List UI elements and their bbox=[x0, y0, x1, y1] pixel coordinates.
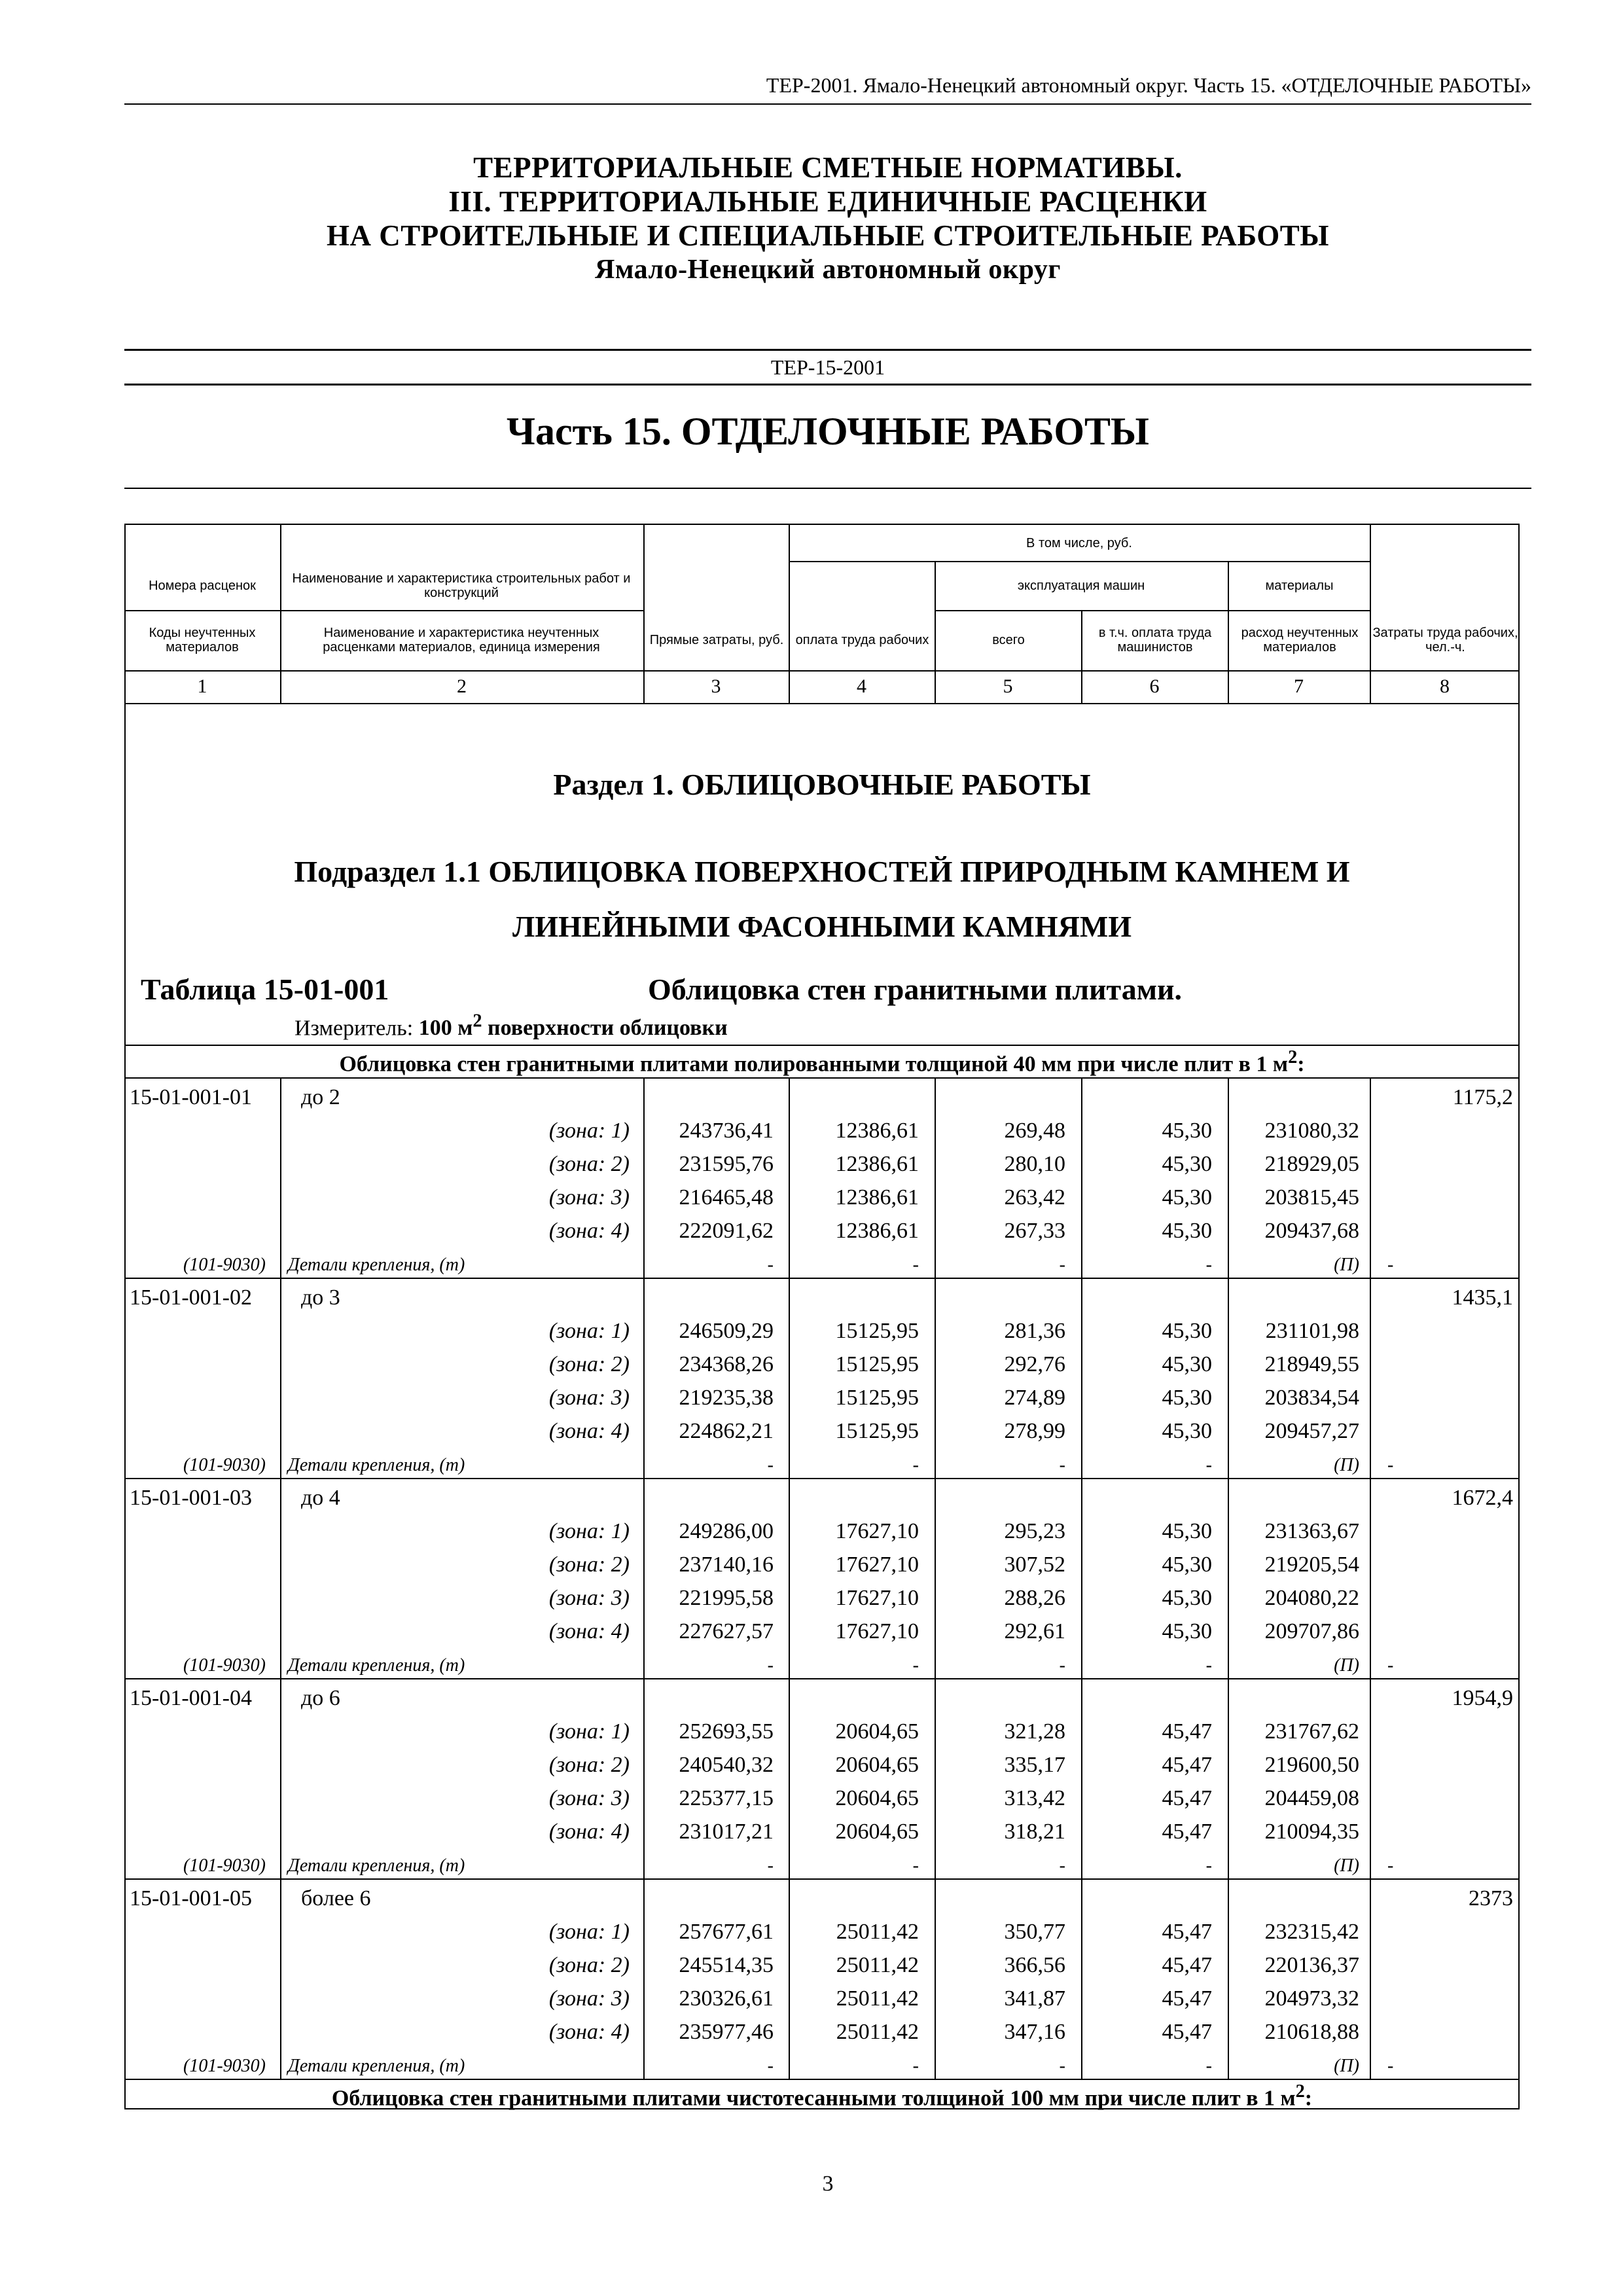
rate-head-row bbox=[124, 1482, 1520, 1515]
direct-cost: 231017,21 bbox=[679, 1820, 774, 1844]
title-line-3: НА СТРОИТЕЛЬНЫЕ И СПЕЦИАЛЬНЫЕ СТРОИТЕЛЬНЫЕ РАБОТЫ bbox=[327, 219, 1329, 252]
zone-row bbox=[124, 1115, 1520, 1148]
wage-cost: 12386,61 bbox=[835, 1119, 919, 1143]
machine-cost: 307,52 bbox=[1004, 1552, 1065, 1577]
header-col1-bottom: Коды неучтенных материалов bbox=[149, 626, 256, 655]
group-title-2-sup: 2 bbox=[1295, 2081, 1305, 2102]
machinist-wage: 45,47 bbox=[1162, 1753, 1212, 1777]
machine-cost: 295,23 bbox=[1004, 1519, 1065, 1543]
material-cost: 209707,86 bbox=[1264, 1619, 1359, 1643]
zone-row bbox=[124, 1615, 1520, 1649]
material-dash-8: - bbox=[1387, 1255, 1394, 1275]
material-dash-6: - bbox=[1205, 2056, 1212, 2076]
material-cost: 219600,50 bbox=[1264, 1753, 1359, 1777]
zone-label: (зона: 3) bbox=[548, 1386, 630, 1410]
group-title-1 bbox=[124, 1047, 1520, 1077]
col-number-8: 8 bbox=[1440, 675, 1450, 697]
machinist-wage: 45,30 bbox=[1162, 1619, 1212, 1643]
wage-cost: 15125,95 bbox=[835, 1352, 919, 1376]
material-dash-5: - bbox=[1059, 1255, 1065, 1275]
measure-tail: поверхности облицовки bbox=[482, 1016, 728, 1041]
material-dash-4: - bbox=[912, 1455, 919, 1475]
material-row bbox=[124, 1248, 1520, 1282]
header-col4: оплата труда рабочих bbox=[795, 633, 929, 647]
direct-cost: 257677,61 bbox=[679, 1920, 774, 1944]
wage-cost: 25011,42 bbox=[836, 1953, 919, 1977]
zone-row bbox=[124, 1949, 1520, 1982]
direct-cost: 246509,29 bbox=[679, 1319, 774, 1343]
col-number-2: 2 bbox=[457, 675, 467, 697]
col-number-5: 5 bbox=[1003, 675, 1013, 697]
material-name: Детали крепления, (т) bbox=[288, 1856, 465, 1876]
material-unit-mark: (П) bbox=[1334, 1856, 1359, 1876]
material-dash-5: - bbox=[1059, 1655, 1065, 1676]
group-title-2-text: Облицовка стен гранитными плитами чистотесанными толщиной 100 мм при числе плит в 1 м bbox=[331, 2086, 1296, 2111]
rate-head-row bbox=[124, 1081, 1520, 1115]
material-cost: 231101,98 bbox=[1265, 1319, 1359, 1343]
col-number-1: 1 bbox=[197, 675, 207, 697]
header-col3: Прямые затраты, руб. bbox=[649, 633, 784, 647]
zone-label: (зона: 2) bbox=[548, 1953, 630, 1977]
labor-cost: 2373 bbox=[1469, 1886, 1513, 1910]
header-col2-bottom: Наименование и характеристика неучтенных расценками материалов, единица измерения bbox=[323, 626, 600, 655]
zone-row bbox=[124, 1148, 1520, 1181]
material-code: (101-9030) bbox=[183, 1455, 266, 1475]
rate-head-row bbox=[124, 1682, 1520, 1715]
material-cost: 231767,62 bbox=[1264, 1719, 1359, 1744]
material-name: Детали крепления, (т) bbox=[288, 1455, 465, 1475]
machinist-wage: 45,30 bbox=[1162, 1319, 1212, 1343]
zone-label: (зона: 4) bbox=[548, 1820, 630, 1844]
subsection-title-line-2: ЛИНЕЙНЫМИ ФАСОННЫМИ КАМНЯМИ bbox=[512, 910, 1132, 943]
machinist-wage: 45,30 bbox=[1162, 1419, 1212, 1443]
machine-cost: 269,48 bbox=[1004, 1119, 1065, 1143]
machinist-wage: 45,47 bbox=[1162, 1719, 1212, 1744]
machine-cost: 292,76 bbox=[1004, 1352, 1065, 1376]
material-row bbox=[124, 1849, 1520, 1882]
table-code: Таблица 15-01-001 bbox=[141, 973, 389, 1006]
title-line-2: III. ТЕРРИТОРИАЛЬНЫЕ ЕДИНИЧНЫЕ РАСЦЕНКИ bbox=[448, 185, 1207, 218]
zone-row bbox=[124, 1549, 1520, 1582]
rate-code: 15-01-001-03 bbox=[130, 1486, 252, 1510]
wage-cost: 12386,61 bbox=[835, 1152, 919, 1176]
zone-row bbox=[124, 1415, 1520, 1448]
part-rule bbox=[124, 488, 1531, 489]
zone-label: (зона: 2) bbox=[548, 1352, 630, 1376]
group-title-2-tail: : bbox=[1304, 2086, 1313, 2111]
zone-label: (зона: 2) bbox=[548, 1552, 630, 1577]
material-dash-5: - bbox=[1059, 1455, 1065, 1475]
zone-label: (зона: 1) bbox=[548, 1719, 630, 1744]
material-row bbox=[124, 1448, 1520, 1482]
page-number: 3 bbox=[822, 2172, 834, 2196]
zone-row bbox=[124, 2016, 1520, 2049]
machine-cost: 278,99 bbox=[1004, 1419, 1065, 1443]
machine-cost: 321,28 bbox=[1004, 1719, 1065, 1744]
direct-cost: 237140,16 bbox=[679, 1552, 774, 1577]
zone-label: (зона: 4) bbox=[548, 2020, 630, 2044]
col-number-7: 7 bbox=[1294, 675, 1304, 697]
material-dash-3: - bbox=[767, 1455, 774, 1475]
zone-row bbox=[124, 1816, 1520, 1849]
zone-label: (зона: 3) bbox=[548, 1786, 630, 1810]
material-cost: 204080,22 bbox=[1264, 1586, 1359, 1610]
material-cost: 209457,27 bbox=[1264, 1419, 1359, 1443]
labor-cost: 1435,1 bbox=[1452, 1285, 1513, 1310]
zone-label: (зона: 1) bbox=[548, 1519, 630, 1543]
zone-label: (зона: 2) bbox=[548, 1152, 630, 1176]
zone-row bbox=[124, 1181, 1520, 1215]
material-cost: 231080,32 bbox=[1264, 1119, 1359, 1143]
material-cost: 231363,67 bbox=[1264, 1519, 1359, 1543]
material-dash-6: - bbox=[1205, 1856, 1212, 1876]
wage-cost: 15125,95 bbox=[835, 1319, 919, 1343]
header-col6: в т.ч. оплата труда машинистов bbox=[1098, 626, 1212, 655]
header-col5: всего bbox=[992, 633, 1025, 647]
col-number-4: 4 bbox=[857, 675, 866, 697]
rate-name: до 6 bbox=[301, 1686, 340, 1710]
wage-cost: 20604,65 bbox=[835, 1719, 919, 1744]
material-dash-6: - bbox=[1205, 1455, 1212, 1475]
direct-cost: 240540,32 bbox=[679, 1753, 774, 1777]
wage-cost: 17627,10 bbox=[835, 1586, 919, 1610]
direct-cost: 219235,38 bbox=[679, 1386, 774, 1410]
wage-cost: 15125,95 bbox=[835, 1386, 919, 1410]
rate-name: до 4 bbox=[301, 1486, 340, 1510]
material-code: (101-9030) bbox=[183, 2056, 266, 2076]
material-cost: 218929,05 bbox=[1264, 1152, 1359, 1176]
wage-cost: 15125,95 bbox=[835, 1419, 919, 1443]
direct-cost: 227627,57 bbox=[679, 1619, 774, 1643]
machine-cost: 263,42 bbox=[1004, 1185, 1065, 1210]
rate-head-row bbox=[124, 1882, 1520, 1916]
wage-cost: 17627,10 bbox=[835, 1552, 919, 1577]
measure-value: 100 м bbox=[418, 1016, 473, 1041]
direct-cost: 230326,61 bbox=[679, 1986, 774, 2011]
machine-cost: 267,33 bbox=[1004, 1219, 1065, 1243]
direct-cost: 243736,41 bbox=[679, 1119, 774, 1143]
title-region: Ямало-Ненецкий автономный округ bbox=[594, 255, 1061, 285]
machine-cost: 280,10 bbox=[1004, 1152, 1065, 1176]
material-unit-mark: (П) bbox=[1334, 1655, 1359, 1676]
material-dash-3: - bbox=[767, 2056, 774, 2076]
wage-cost: 20604,65 bbox=[835, 1820, 919, 1844]
group-title-2 bbox=[124, 2081, 1520, 2111]
machine-cost: 318,21 bbox=[1004, 1820, 1065, 1844]
zone-row bbox=[124, 1315, 1520, 1348]
material-cost: 203815,45 bbox=[1264, 1185, 1359, 1210]
material-code: (101-9030) bbox=[183, 1856, 266, 1876]
material-cost: 232315,42 bbox=[1264, 1920, 1359, 1944]
labor-cost: 1175,2 bbox=[1452, 1085, 1513, 1109]
rate-name: более 6 bbox=[301, 1886, 371, 1910]
machine-cost: 366,56 bbox=[1004, 1953, 1065, 1977]
machine-cost: 313,42 bbox=[1004, 1786, 1065, 1810]
machinist-wage: 45,30 bbox=[1162, 1586, 1212, 1610]
material-row bbox=[124, 1649, 1520, 1682]
header-rule bbox=[124, 103, 1531, 105]
direct-cost: 222091,62 bbox=[679, 1219, 774, 1243]
zone-label: (зона: 1) bbox=[548, 1920, 630, 1944]
machine-cost: 274,89 bbox=[1004, 1386, 1065, 1410]
machine-cost: 288,26 bbox=[1004, 1586, 1065, 1610]
zone-label: (зона: 1) bbox=[548, 1319, 630, 1343]
machinist-wage: 45,47 bbox=[1162, 1920, 1212, 1944]
col-number-6: 6 bbox=[1149, 675, 1160, 697]
material-dash-4: - bbox=[912, 1856, 919, 1876]
labor-cost: 1954,9 bbox=[1452, 1686, 1513, 1710]
zone-row bbox=[124, 1382, 1520, 1415]
rate-code: 15-01-001-01 bbox=[130, 1085, 252, 1109]
material-cost: 204459,08 bbox=[1264, 1786, 1359, 1810]
col-number-3: 3 bbox=[711, 675, 721, 697]
group-title-1-tail: : bbox=[1297, 1052, 1305, 1077]
group-title-1-sup: 2 bbox=[1288, 1047, 1298, 1067]
material-name: Детали крепления, (т) bbox=[288, 1255, 465, 1275]
table-name: Облицовка стен гранитными плитами. bbox=[648, 973, 1183, 1006]
machinist-wage: 45,30 bbox=[1162, 1519, 1212, 1543]
material-cost: 210618,88 bbox=[1264, 2020, 1359, 2044]
material-dash-4: - bbox=[912, 1655, 919, 1676]
direct-cost: 249286,00 bbox=[679, 1519, 774, 1543]
group-title-1-text: Облицовка стен гранитными плитами полированными толщиной 40 мм при числе плит в 1 м bbox=[339, 1052, 1289, 1077]
title-line-1: ТЕРРИТОРИАЛЬНЫЕ СМЕТНЫЕ НОРМАТИВЫ. bbox=[473, 151, 1183, 184]
material-unit-mark: (П) bbox=[1334, 1455, 1359, 1475]
direct-cost: 231595,76 bbox=[679, 1152, 774, 1176]
machine-cost: 335,17 bbox=[1004, 1753, 1065, 1777]
material-row bbox=[124, 2049, 1520, 2083]
material-dash-5: - bbox=[1059, 1856, 1065, 1876]
material-dash-3: - bbox=[767, 1856, 774, 1876]
direct-cost: 225377,15 bbox=[679, 1786, 774, 1810]
material-code: (101-9030) bbox=[183, 1255, 266, 1275]
direct-cost: 252693,55 bbox=[679, 1719, 774, 1744]
zone-row bbox=[124, 1215, 1520, 1248]
zone-row bbox=[124, 1582, 1520, 1615]
wage-cost: 12386,61 bbox=[835, 1219, 919, 1243]
wage-cost: 20604,65 bbox=[835, 1786, 919, 1810]
header-col2-top: Наименование и характеристика строительных работ и конструкций bbox=[292, 571, 631, 600]
material-cost: 220136,37 bbox=[1264, 1953, 1359, 1977]
zone-label: (зона: 3) bbox=[548, 1185, 630, 1210]
zone-row bbox=[124, 1749, 1520, 1782]
direct-cost: 245514,35 bbox=[679, 1953, 774, 1977]
machinist-wage: 45,47 bbox=[1162, 1820, 1212, 1844]
machinist-wage: 45,30 bbox=[1162, 1386, 1212, 1410]
material-cost: 218949,55 bbox=[1264, 1352, 1359, 1376]
rate-code: 15-01-001-02 bbox=[130, 1285, 252, 1310]
material-dash-6: - bbox=[1205, 1655, 1212, 1676]
wage-cost: 17627,10 bbox=[835, 1519, 919, 1543]
measure-superscript: 2 bbox=[473, 1011, 482, 1031]
material-cost: 209437,68 bbox=[1264, 1219, 1359, 1243]
measure-unit bbox=[294, 1011, 728, 1041]
material-dash-8: - bbox=[1387, 1455, 1394, 1475]
direct-cost: 221995,58 bbox=[679, 1586, 774, 1610]
zone-label: (зона: 1) bbox=[548, 1119, 630, 1143]
direct-cost: 224862,21 bbox=[679, 1419, 774, 1443]
measure-label: Измеритель: bbox=[294, 1016, 414, 1041]
rate-code: 15-01-001-04 bbox=[130, 1686, 252, 1710]
header-rule-incl bbox=[789, 561, 1370, 562]
zone-row bbox=[124, 1348, 1520, 1382]
material-dash-8: - bbox=[1387, 1856, 1394, 1876]
material-cost: 219205,54 bbox=[1264, 1552, 1359, 1577]
header-machines: эксплуатация машин bbox=[1017, 579, 1145, 593]
material-unit-mark: (П) bbox=[1334, 2056, 1359, 2076]
zone-row bbox=[124, 1982, 1520, 2016]
machine-cost: 347,16 bbox=[1004, 2020, 1065, 2044]
header-materials: материалы bbox=[1265, 579, 1334, 593]
material-cost: 210094,35 bbox=[1264, 1820, 1359, 1844]
zone-label: (зона: 3) bbox=[548, 1586, 630, 1610]
machine-cost: 341,87 bbox=[1004, 1986, 1065, 2011]
part-title: Часть 15. ОТДЕЛОЧНЫЕ РАБОТЫ bbox=[507, 410, 1149, 453]
labor-cost: 1672,4 bbox=[1452, 1486, 1513, 1510]
section-title: Раздел 1. ОБЛИЦОВОЧНЫЕ РАБОТЫ bbox=[553, 768, 1091, 801]
wage-cost: 12386,61 bbox=[835, 1185, 919, 1210]
wage-cost: 25011,42 bbox=[836, 2020, 919, 2044]
material-dash-4: - bbox=[912, 2056, 919, 2076]
header-col1-top: Номера расценок bbox=[149, 579, 256, 593]
rate-name: до 3 bbox=[301, 1285, 340, 1310]
machinist-wage: 45,47 bbox=[1162, 1786, 1212, 1810]
material-dash-6: - bbox=[1205, 1255, 1212, 1275]
material-dash-3: - bbox=[767, 1655, 774, 1676]
zone-row bbox=[124, 1782, 1520, 1816]
material-cost: 204973,32 bbox=[1264, 1986, 1359, 2011]
material-dash-4: - bbox=[912, 1255, 919, 1275]
machinist-wage: 45,30 bbox=[1162, 1152, 1212, 1176]
wage-cost: 25011,42 bbox=[836, 1920, 919, 1944]
rate-code: 15-01-001-05 bbox=[130, 1886, 252, 1910]
direct-cost: 235977,46 bbox=[679, 2020, 774, 2044]
zone-label: (зона: 4) bbox=[548, 1419, 630, 1443]
material-dash-8: - bbox=[1387, 2056, 1394, 2076]
zone-label: (зона: 4) bbox=[548, 1219, 630, 1243]
zone-label: (зона: 3) bbox=[548, 1986, 630, 2011]
zone-row bbox=[124, 1715, 1520, 1749]
material-name: Детали крепления, (т) bbox=[288, 1655, 465, 1676]
material-dash-8: - bbox=[1387, 1655, 1394, 1676]
zone-row bbox=[124, 1515, 1520, 1549]
wage-cost: 20604,65 bbox=[835, 1753, 919, 1777]
machinist-wage: 45,30 bbox=[1162, 1352, 1212, 1376]
subsection-title-line-1: Подраздел 1.1 ОБЛИЦОВКА ПОВЕРХНОСТЕЙ ПРИРОДНЫМ КАМНЕМ И bbox=[294, 855, 1350, 888]
wage-cost: 25011,42 bbox=[836, 1986, 919, 2011]
machinist-wage: 45,30 bbox=[1162, 1185, 1212, 1210]
document-code: ТЕР-15-2001 bbox=[124, 349, 1531, 386]
header-incl: В том числе, руб. bbox=[1026, 535, 1132, 550]
wage-cost: 17627,10 bbox=[835, 1619, 919, 1643]
direct-cost: 234368,26 bbox=[679, 1352, 774, 1376]
material-unit-mark: (П) bbox=[1334, 1255, 1359, 1275]
material-code: (101-9030) bbox=[183, 1655, 266, 1676]
machinist-wage: 45,30 bbox=[1162, 1119, 1212, 1143]
material-dash-3: - bbox=[767, 1255, 774, 1275]
document-title bbox=[124, 151, 1531, 287]
machinist-wage: 45,47 bbox=[1162, 1953, 1212, 1977]
zone-label: (зона: 2) bbox=[548, 1753, 630, 1777]
machine-cost: 292,61 bbox=[1004, 1619, 1065, 1643]
header-col7: расход неучтенных материалов bbox=[1241, 626, 1359, 655]
header-col8: Затраты труда рабочих, чел.-ч. bbox=[1372, 626, 1518, 655]
rate-name: до 2 bbox=[301, 1085, 340, 1109]
zone-row bbox=[124, 1916, 1520, 1949]
header-rule-nums-bottom bbox=[124, 703, 1520, 704]
group1-rule-top bbox=[124, 1045, 1520, 1046]
direct-cost: 216465,48 bbox=[679, 1185, 774, 1210]
machinist-wage: 45,30 bbox=[1162, 1219, 1212, 1243]
zone-label: (зона: 4) bbox=[548, 1619, 630, 1643]
running-head: ТЕР-2001. Ямало-Ненецкий автономный округ. Часть 15. «ОТДЕЛОЧНЫЕ РАБОТЫ» bbox=[766, 73, 1531, 97]
machinist-wage: 45,47 bbox=[1162, 2020, 1212, 2044]
rate-head-row bbox=[124, 1282, 1520, 1315]
machinist-wage: 45,47 bbox=[1162, 1986, 1212, 2011]
machine-cost: 350,77 bbox=[1004, 1920, 1065, 1944]
material-name: Детали крепления, (т) bbox=[288, 2056, 465, 2076]
group1-rule-bottom bbox=[124, 1077, 1520, 1079]
material-dash-5: - bbox=[1059, 2056, 1065, 2076]
machinist-wage: 45,30 bbox=[1162, 1552, 1212, 1577]
material-cost: 203834,54 bbox=[1264, 1386, 1359, 1410]
machine-cost: 281,36 bbox=[1004, 1319, 1065, 1343]
